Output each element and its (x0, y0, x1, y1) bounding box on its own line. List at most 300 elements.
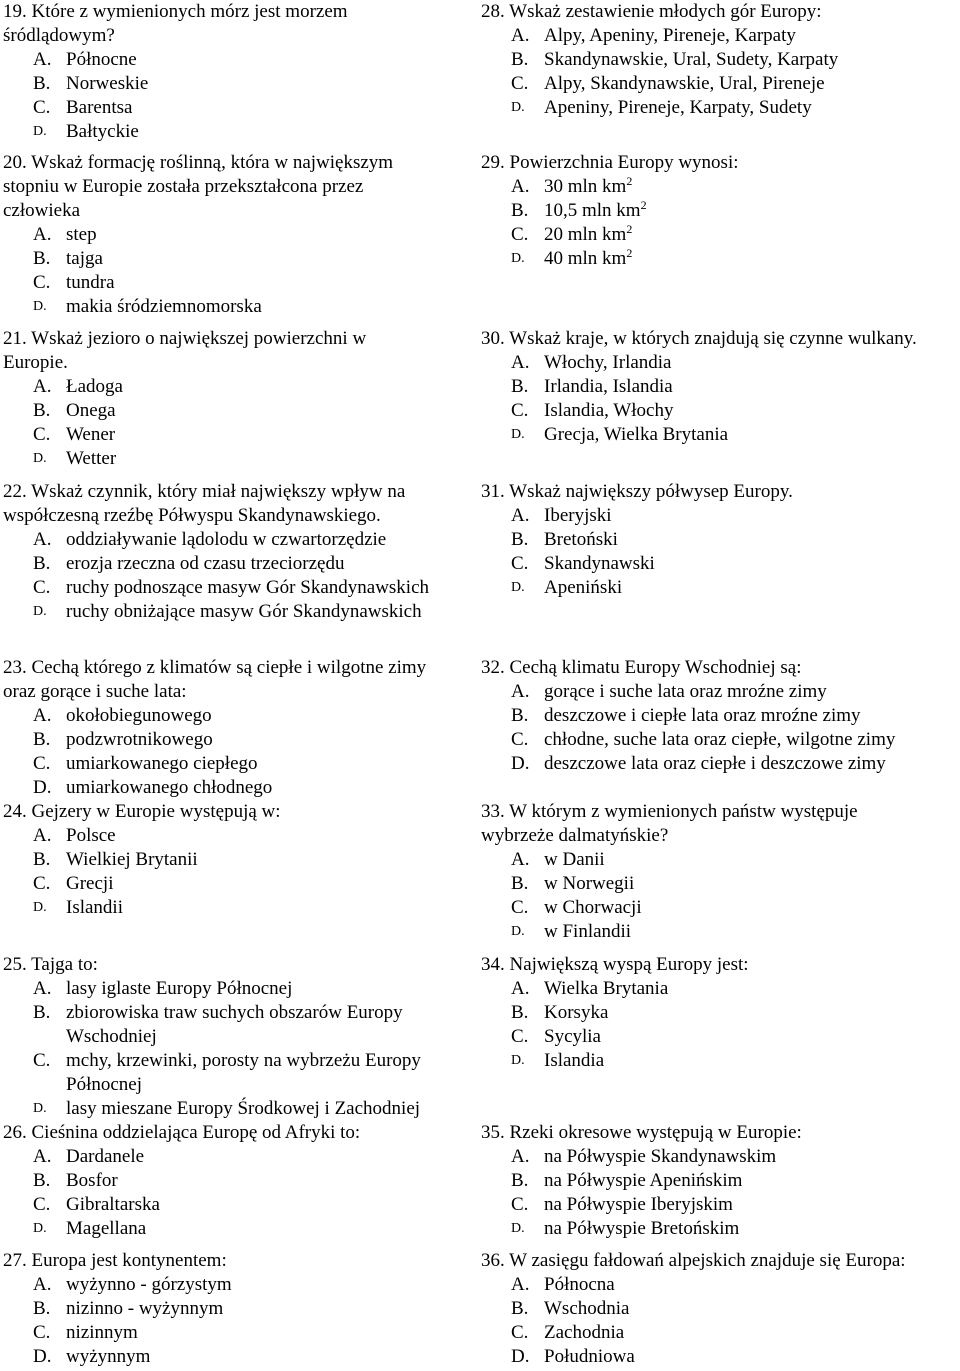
option-label: na Półwyspie Iberyjskim (544, 1194, 733, 1215)
option-text (66, 872, 113, 896)
option-label: w Finlandii (544, 921, 632, 942)
option-text (66, 247, 103, 271)
answer-option (33, 1273, 443, 1297)
option-text (66, 1097, 420, 1121)
answer-option (511, 247, 960, 271)
option-label: tajga (66, 248, 103, 269)
question-text: 34. Największą wyspą Europy jest: (481, 954, 749, 975)
option-text (544, 175, 632, 199)
option-text (544, 1321, 624, 1345)
answer-option (511, 1273, 960, 1297)
option-letter: B. (511, 49, 529, 70)
option-label: Islandia, Włochy (544, 400, 674, 421)
answer-option (511, 552, 960, 576)
option-label: Onega (66, 400, 116, 421)
answer-option (33, 1169, 443, 1193)
option-letter: D. (511, 753, 530, 774)
option-label: Północne (66, 49, 137, 70)
option-text (544, 728, 895, 752)
option-letter: B. (511, 1298, 529, 1319)
option-text (544, 504, 612, 528)
answer-option (33, 423, 423, 447)
option-letter: A. (511, 352, 530, 373)
answer-options (3, 1273, 443, 1369)
option-letter: C. (33, 753, 51, 774)
option-letter: B. (33, 1002, 51, 1023)
option-text (66, 447, 116, 471)
question-block (3, 1121, 443, 1241)
answer-option (511, 48, 960, 72)
answer-options (3, 48, 403, 144)
answer-option (511, 423, 960, 447)
answer-options (481, 175, 960, 271)
option-text (66, 271, 115, 295)
option-label: Bretoński (544, 529, 618, 550)
option-label: w Danii (544, 849, 605, 870)
option-label: Apeniny, Pireneje, Karpaty, Sudety (544, 97, 812, 118)
answer-option (33, 576, 473, 600)
option-text (544, 752, 886, 776)
answer-option (33, 896, 443, 920)
option-letter: A. (511, 176, 530, 197)
option-label: Barentsa (66, 97, 133, 118)
option-letter: C. (511, 224, 529, 245)
option-letter: A. (511, 1146, 530, 1167)
option-letter: A. (33, 529, 52, 550)
answer-option (33, 1001, 473, 1049)
option-label: Skandynawskie, Ural, Sudety, Karpaty (544, 49, 839, 70)
option-letter: A. (33, 376, 52, 397)
answer-options (3, 704, 443, 800)
option-text (66, 1145, 144, 1169)
option-label: Irlandia, Islandia (544, 376, 673, 397)
option-text (544, 920, 631, 944)
option-text (66, 528, 386, 552)
option-letter: C. (33, 577, 51, 598)
option-text (544, 375, 673, 399)
option-label: Islandii (66, 897, 123, 918)
option-label: na Półwyspie Bretońskim (544, 1218, 740, 1239)
option-text (544, 1145, 776, 1169)
option-letter: D. (33, 299, 47, 314)
question-block (3, 953, 473, 1121)
option-label: na Półwyspie Apenińskim (544, 1170, 743, 1191)
option-label: Wschodnia (544, 1298, 630, 1319)
answer-option (511, 1049, 960, 1073)
answer-option (33, 1321, 443, 1345)
option-letter: B. (511, 1002, 529, 1023)
option-letter: A. (511, 1274, 530, 1295)
answer-option (511, 1169, 960, 1193)
option-letter: D. (33, 1221, 47, 1236)
answer-option (511, 872, 921, 896)
question-block (481, 327, 960, 447)
option-letter: A. (33, 1274, 52, 1295)
option-text (66, 72, 148, 96)
answer-options (481, 680, 960, 776)
option-letter: D. (511, 100, 525, 115)
option-text (544, 1001, 608, 1025)
answer-options (481, 1273, 960, 1369)
option-letter: D. (33, 124, 47, 139)
answer-option (511, 848, 921, 872)
answer-option (511, 175, 960, 199)
option-text (544, 1273, 615, 1297)
option-label: wyżynnym (66, 1346, 151, 1367)
answer-option (511, 504, 960, 528)
option-text (544, 72, 825, 96)
option-letter: B. (33, 729, 51, 750)
answer-option (511, 96, 960, 120)
option-text (66, 752, 258, 776)
option-letter: C. (511, 400, 529, 421)
answer-options (481, 1145, 960, 1241)
answer-options (3, 375, 423, 471)
option-text (544, 247, 632, 271)
option-text (66, 576, 429, 600)
answer-option (33, 96, 403, 120)
question-block (3, 327, 423, 471)
option-label: nizinnym (66, 1322, 138, 1343)
option-label: Włochy, Irlandia (544, 352, 672, 373)
answer-option (33, 223, 443, 247)
question-block (481, 480, 960, 600)
question-block (3, 656, 443, 800)
option-letter: B. (33, 849, 51, 870)
answer-options (481, 504, 960, 600)
option-label: erozja rzeczna od czasu trzeciorzędu (66, 553, 345, 574)
option-letter: C. (511, 73, 529, 94)
option-label: Korsyka (544, 1002, 609, 1023)
answer-options (3, 1145, 443, 1241)
answer-option (33, 728, 443, 752)
option-label: Skandynawski (544, 553, 655, 574)
option-label: zbiorowiska traw suchych obszarów Europy Wschodniej (66, 1002, 403, 1047)
option-text (66, 1001, 473, 1049)
question-block (3, 0, 403, 144)
answer-option (33, 1145, 443, 1169)
option-letter: D. (33, 451, 47, 466)
option-letter: B. (511, 873, 529, 894)
option-letter: C. (511, 1026, 529, 1047)
option-text (544, 223, 632, 247)
question-block (481, 800, 921, 944)
option-text (544, 552, 655, 576)
answer-option (33, 848, 443, 872)
answer-option (33, 447, 423, 471)
option-text (66, 1049, 473, 1097)
question-block (3, 151, 443, 319)
option-label: Sycylia (544, 1026, 601, 1047)
option-letter: A. (511, 978, 530, 999)
answer-option (511, 528, 960, 552)
option-letter: A. (511, 849, 530, 870)
option-text (66, 96, 132, 120)
answer-option (511, 24, 960, 48)
answer-option (33, 48, 403, 72)
option-text (66, 120, 139, 144)
option-label: 40 mln km (544, 248, 627, 269)
option-label: lasy iglaste Europy Północnej (66, 978, 293, 999)
option-label: Grecja, Wielka Brytania (544, 424, 729, 445)
option-text (544, 1049, 604, 1073)
option-label: Północna (544, 1274, 615, 1295)
answer-option (33, 824, 443, 848)
answer-options (3, 824, 443, 920)
answer-option (511, 1321, 960, 1345)
answer-option (511, 199, 960, 223)
option-letter: B. (33, 400, 51, 421)
option-text (66, 824, 116, 848)
option-letter: B. (33, 1298, 51, 1319)
option-label: mchy, krzewinki, porosty na wybrzeżu Europy Północnej (66, 1050, 421, 1095)
option-text (66, 295, 262, 319)
answer-option (511, 1193, 960, 1217)
option-text (544, 528, 618, 552)
option-label: Apeniński (544, 577, 623, 598)
option-label: Zachodnia (544, 1322, 625, 1343)
option-label: Alpy, Skandynawskie, Ural, Pireneje (544, 73, 825, 94)
answer-options (481, 848, 921, 944)
option-text (66, 600, 422, 624)
option-text (544, 48, 838, 72)
option-text (66, 728, 213, 752)
option-letter: D. (33, 604, 47, 619)
option-letter: C. (33, 424, 51, 445)
option-label: w Norwegii (544, 873, 635, 894)
question-block (481, 0, 960, 120)
option-text (66, 977, 292, 1001)
option-letter: A. (33, 49, 52, 70)
question-text: 35. Rzeki okresowe występują w Europie: (481, 1122, 802, 1143)
option-text (544, 1217, 739, 1241)
option-label: tundra (66, 272, 115, 293)
option-text (544, 704, 861, 728)
option-letter: C. (33, 272, 51, 293)
answer-option (33, 271, 443, 295)
option-text (66, 1321, 138, 1345)
option-label: Bosfor (66, 1170, 118, 1191)
answer-option (33, 120, 403, 144)
question-block (481, 953, 960, 1073)
option-label: wyżynno - górzystym (66, 1274, 232, 1295)
question-text: 28. Wskaż zestawienie młodych gór Europy: (481, 1, 822, 22)
option-text (544, 1025, 601, 1049)
option-letter: C. (511, 553, 529, 574)
answer-option (511, 399, 960, 423)
option-label: okołobiegunowego (66, 705, 212, 726)
question-text: 33. W którym z wymienionych państw występuje wybrzeże dalmatyńskie? (481, 801, 858, 846)
answer-option (511, 920, 921, 944)
answer-option (511, 375, 960, 399)
answer-option (33, 1217, 443, 1241)
answer-option (33, 399, 423, 423)
option-letter: D. (511, 1053, 525, 1068)
question-block (481, 151, 960, 271)
option-letter: B. (511, 705, 529, 726)
answer-option (33, 1049, 473, 1097)
option-label: Południowa (544, 1346, 635, 1367)
question-text: 27. Europa jest kontynentem: (3, 1250, 227, 1271)
answer-option (511, 223, 960, 247)
option-text (544, 576, 622, 600)
answer-options (481, 351, 960, 447)
answer-option (33, 776, 443, 800)
option-label: Islandia (544, 1050, 605, 1071)
option-label: Ładoga (66, 376, 123, 397)
option-text (544, 872, 634, 896)
option-text (66, 1169, 118, 1193)
option-letter: A. (511, 505, 530, 526)
option-letter: B. (33, 73, 51, 94)
question-text: 22. Wskaż czynnik, który miał największy wpływ na współczesną rzeźbę Półwyspu Skandynawskiego. (3, 481, 406, 526)
option-text (544, 24, 796, 48)
answer-option (511, 1297, 960, 1321)
option-text (66, 48, 137, 72)
option-label: Polsce (66, 825, 116, 846)
option-text (66, 1193, 160, 1217)
option-label: podzwrotnikowego (66, 729, 213, 750)
option-label: 30 mln km (544, 176, 627, 197)
answer-option (33, 295, 443, 319)
option-text (544, 399, 673, 423)
option-text (66, 848, 198, 872)
option-letter: D. (33, 1346, 52, 1367)
answer-option (511, 977, 960, 1001)
answer-options (481, 24, 960, 120)
option-letter: B. (511, 200, 529, 221)
option-label: deszczowe lata oraz ciepłe i deszczowe zimy (544, 753, 886, 774)
option-label: Dardanele (66, 1146, 145, 1167)
option-text (66, 399, 116, 423)
option-letter: C. (33, 873, 51, 894)
option-letter: D. (511, 580, 525, 595)
option-text (544, 423, 728, 447)
answer-option (511, 351, 960, 375)
option-label: Alpy, Apeniny, Pireneje, Karpaty (544, 25, 796, 46)
answer-option (33, 752, 443, 776)
option-label: Wener (66, 424, 116, 445)
option-letter: B. (511, 1170, 529, 1191)
superscript-exponent: 2 (626, 174, 633, 188)
question-block (3, 800, 443, 920)
answer-options (3, 528, 473, 624)
option-label: ruchy obniżające masyw Gór Skandynawskich (66, 601, 422, 622)
answer-option (511, 896, 921, 920)
option-letter: D. (33, 900, 47, 915)
option-letter: B. (33, 248, 51, 269)
answer-option (33, 1193, 443, 1217)
option-letter: B. (33, 1170, 51, 1191)
superscript-exponent: 2 (640, 198, 647, 212)
option-label: makia śródziemnomorska (66, 296, 262, 317)
superscript-exponent: 2 (626, 246, 633, 260)
answer-option (511, 1145, 960, 1169)
option-label: deszczowe i ciepłe lata oraz mroźne zimy (544, 705, 861, 726)
answer-option (511, 680, 960, 704)
option-text (544, 1297, 629, 1321)
option-letter: B. (511, 376, 529, 397)
option-text (66, 1297, 223, 1321)
option-label: Wielkiej Brytanii (66, 849, 198, 870)
option-text (544, 848, 605, 872)
answer-option (511, 728, 960, 752)
answer-option (511, 576, 960, 600)
option-label: 20 mln km (544, 224, 627, 245)
option-text (66, 1217, 146, 1241)
option-text (544, 896, 642, 920)
option-label: na Półwyspie Skandynawskim (544, 1146, 777, 1167)
option-label: chłodne, suche lata oraz ciepłe, wilgotne zimy (544, 729, 896, 750)
option-text (544, 351, 672, 375)
option-text (544, 96, 812, 120)
option-label: umiarkowanego ciepłego (66, 753, 258, 774)
option-label: Iberyjski (544, 505, 612, 526)
option-label: Grecji (66, 873, 114, 894)
option-label: w Chorwacji (544, 897, 642, 918)
option-text (66, 704, 212, 728)
question-text: 26. Cieśnina oddzielająca Europę od Afryki to: (3, 1122, 361, 1143)
option-letter: D. (511, 251, 525, 266)
answer-option (511, 1345, 960, 1369)
option-label: gorące i suche lata oraz mroźne zimy (544, 681, 827, 702)
option-letter: D. (511, 924, 525, 939)
option-text (66, 1345, 150, 1369)
option-text (66, 776, 272, 800)
answer-option (33, 72, 403, 96)
option-label: step (66, 224, 97, 245)
option-text (66, 896, 123, 920)
option-text (544, 1193, 733, 1217)
option-text (544, 680, 827, 704)
option-letter: A. (33, 978, 52, 999)
option-letter: D. (511, 427, 525, 442)
question-block (481, 1249, 960, 1369)
option-label: Wetter (66, 448, 117, 469)
answer-option (33, 1297, 443, 1321)
answer-options (481, 977, 960, 1073)
answer-option (33, 872, 443, 896)
question-text: 31. Wskaż największy półwysep Europy. (481, 481, 793, 502)
option-label: Gibraltarska (66, 1194, 160, 1215)
option-label: ruchy podnoszące masyw Gór Skandynawskich (66, 577, 430, 598)
question-text: 25. Tajga to: (3, 954, 98, 975)
option-label: 10,5 mln km (544, 200, 641, 221)
option-letter: C. (511, 729, 529, 750)
answer-option (511, 1025, 960, 1049)
option-letter: B. (33, 553, 51, 574)
answer-options (3, 977, 473, 1121)
answer-options (3, 223, 443, 319)
answer-option (33, 600, 473, 624)
option-letter: D. (511, 1221, 525, 1236)
option-letter: C. (33, 97, 51, 118)
option-label: umiarkowanego chłodnego (66, 777, 273, 798)
question-text: 30. Wskaż kraje, w których znajdują się czynne wulkany. (481, 328, 917, 349)
question-text: 23. Cechą którego z klimatów są ciepłe i wilgotne zimy oraz gorące i suche lata: (3, 657, 427, 702)
question-block (3, 1249, 443, 1369)
answer-option (511, 72, 960, 96)
option-letter: C. (33, 1322, 51, 1343)
option-letter: B. (511, 529, 529, 550)
option-letter: A. (33, 705, 52, 726)
question-block (3, 480, 473, 624)
option-letter: D. (33, 1101, 47, 1116)
answer-option (33, 977, 473, 1001)
option-label: Bałtyckie (66, 121, 139, 142)
answer-option (33, 375, 423, 399)
option-text (544, 1169, 742, 1193)
